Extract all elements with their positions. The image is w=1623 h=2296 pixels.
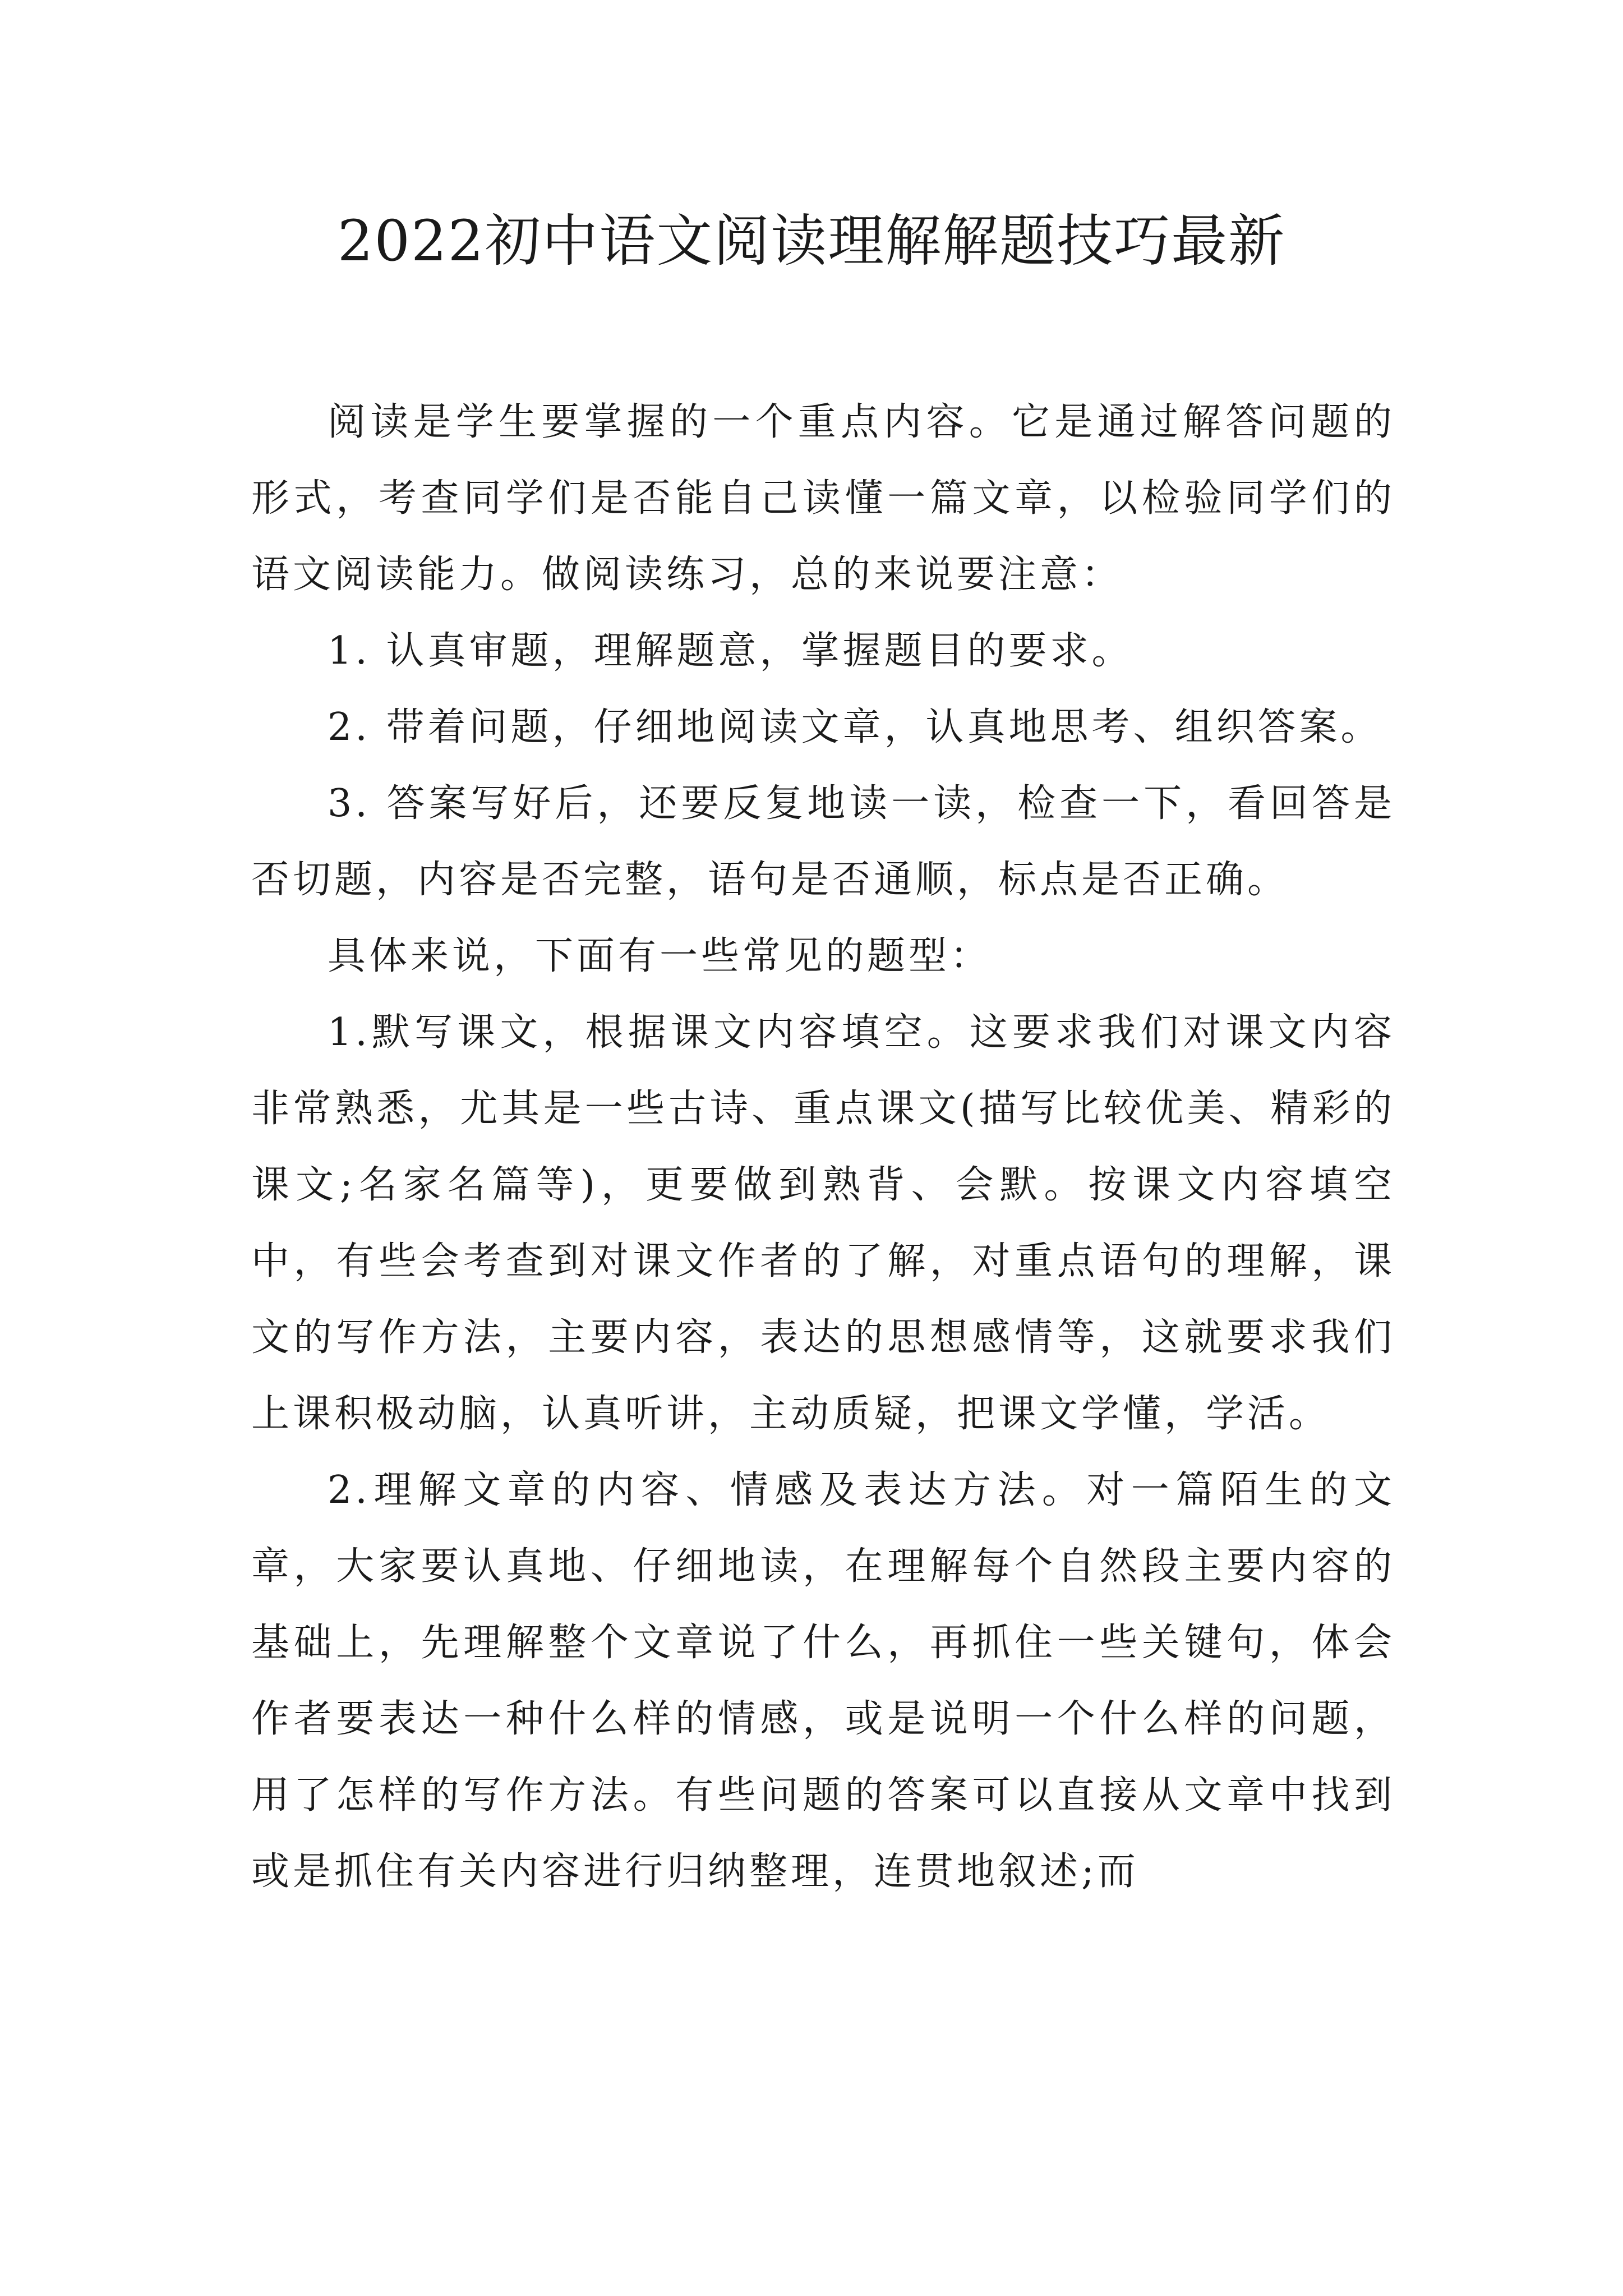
document-body bbox=[251, 384, 1395, 1910]
paragraph-type-2-comprehension: 2.理解文章的内容、情感及表达方法。对一篇陌生的文章，大家要认真地、仔细地读，在理解每个自然段主要内容的基础上，先理解整个文章说了什么，再抓住一些关键句，体会作者要表达一种什么样的情感，或是说明一个什么样的问题，用了怎样的写作方法。有些问题的答案可以直接从文章中找到或是抓住有关内容进行归纳整理，连贯地叙述;而 bbox=[251, 1468, 1395, 1894]
paragraph-question-types-intro: 具体来说，下面有一些常见的题型： bbox=[328, 934, 992, 978]
paragraph-point-3: 3. 答案写好后，还要反复地读一读，检查一下，看回答是否切题，内容是否完整，语句是否通顺，标点是否正确。 bbox=[251, 781, 1395, 902]
paragraph-type-1-recitation: 1.默写课文，根据课文内容填空。这要求我们对课文内容非常熟悉，尤其是一些古诗、重点课文(描写比较优美、精彩的课文;名家名篇等)，更要做到熟背、会默。按课文内容填空中，有些会考查到对课文作者的了解，对重点语句的理解，课文的写作方法，主要内容，表达的思想感情等，这就要求我们上课积极动脑，认真听讲，主动质疑，把课文学懂，学活。 bbox=[251, 1010, 1395, 1436]
paragraph-point-2: 2. 带着问题，仔细地阅读文章，认真地思考、组织答案。 bbox=[328, 705, 1382, 749]
paragraph-intro: 阅读是学生要掌握的一个重点内容。它是通过解答问题的形式，考查同学们是否能自己读懂一篇文章，以检验同学们的语文阅读能力。做阅读练习，总的来说要注意： bbox=[251, 400, 1395, 597]
document-title: 2022初中语文阅读理解解题技巧最新 bbox=[337, 208, 1286, 274]
paragraph-point-1: 1. 认真审题，理解题意，掌握题目的要求。 bbox=[328, 629, 1133, 673]
